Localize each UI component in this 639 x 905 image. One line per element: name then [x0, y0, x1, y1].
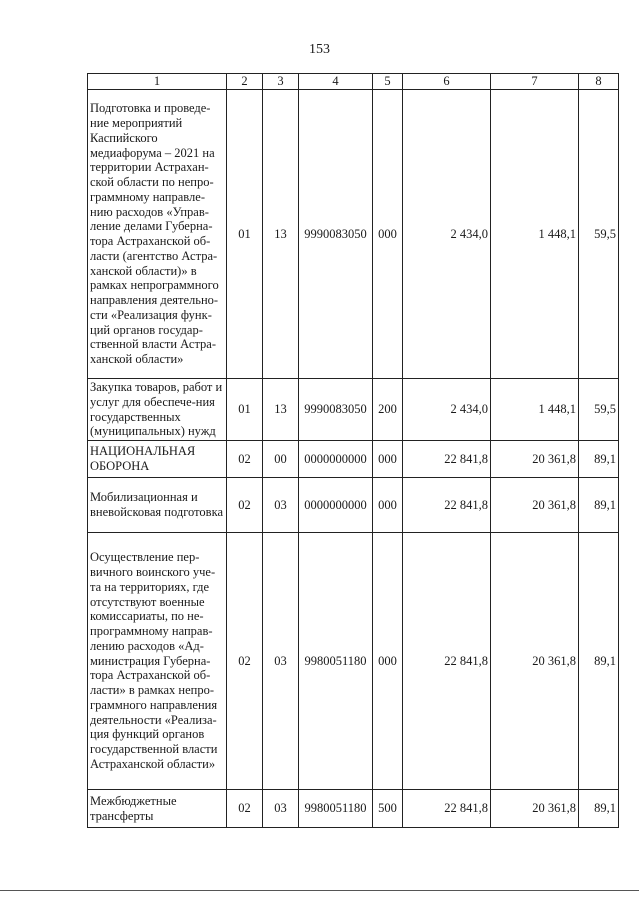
- section-code: 02: [227, 478, 263, 533]
- column-header: 1: [88, 74, 227, 90]
- execution-percent: 89,1: [579, 478, 619, 533]
- executed-amount: 20 361,8: [491, 441, 579, 478]
- table-row: [88, 90, 619, 379]
- target-article-code: 9990083050: [299, 379, 373, 441]
- section-code: 01: [227, 379, 263, 441]
- row-description: НАЦИОНАЛЬНАЯ ОБОРОНА: [88, 441, 227, 478]
- execution-percent: 89,1: [579, 533, 619, 790]
- expense-type-code: 200: [373, 379, 403, 441]
- row-description: Закупка товаров, работ и услуг для обеспече-ния государственных (муниципальных) нужд: [88, 379, 227, 441]
- subsection-code: 03: [263, 790, 299, 828]
- subsection-code: 03: [263, 533, 299, 790]
- execution-percent: 59,5: [579, 90, 619, 379]
- column-header: 3: [263, 74, 299, 90]
- table-row: [88, 379, 619, 441]
- subsection-code: 13: [263, 90, 299, 379]
- executed-amount: 1 448,1: [491, 379, 579, 441]
- column-header: 8: [579, 74, 619, 90]
- execution-percent: 89,1: [579, 790, 619, 828]
- planned-amount: 22 841,8: [403, 533, 491, 790]
- table-row: [88, 790, 619, 828]
- executed-amount: 20 361,8: [491, 533, 579, 790]
- section-code: 02: [227, 441, 263, 478]
- table-row: [88, 478, 619, 533]
- scan-bottom-edge-line: [0, 890, 639, 891]
- execution-percent: 89,1: [579, 441, 619, 478]
- column-header: 4: [299, 74, 373, 90]
- planned-amount: 22 841,8: [403, 441, 491, 478]
- expense-type-code: 000: [373, 90, 403, 379]
- expense-type-code: 000: [373, 441, 403, 478]
- target-article-code: 9990083050: [299, 90, 373, 379]
- planned-amount: 2 434,0: [403, 90, 491, 379]
- budget-table: [87, 73, 619, 828]
- target-article-code: 9980051180: [299, 533, 373, 790]
- section-code: 02: [227, 533, 263, 790]
- target-article-code: 0000000000: [299, 441, 373, 478]
- column-header: 2: [227, 74, 263, 90]
- column-header: 5: [373, 74, 403, 90]
- expense-type-code: 500: [373, 790, 403, 828]
- target-article-code: 9980051180: [299, 790, 373, 828]
- planned-amount: 22 841,8: [403, 790, 491, 828]
- page-number: 153: [309, 42, 330, 57]
- expense-type-code: 000: [373, 478, 403, 533]
- subsection-code: 13: [263, 379, 299, 441]
- column-header: 7: [491, 74, 579, 90]
- executed-amount: 1 448,1: [491, 90, 579, 379]
- table-row: [88, 533, 619, 790]
- planned-amount: 22 841,8: [403, 478, 491, 533]
- table-header-row: [88, 74, 619, 90]
- execution-percent: 59,5: [579, 379, 619, 441]
- subsection-code: 03: [263, 478, 299, 533]
- section-code: 02: [227, 790, 263, 828]
- subsection-code: 00: [263, 441, 299, 478]
- planned-amount: 2 434,0: [403, 379, 491, 441]
- row-description: Межбюджетные трансферты: [88, 790, 227, 828]
- row-description: Подготовка и проведе-ние мероприятий Каспийского медиафорума – 2021 на территории Астрахан-ской области по непро-граммному направле-нию расходов «Управ-ление делами Губерна-тора Астраханской об-ласти (агентство Астра-ханской области)» в рамках непрограммного направления деятельно-сти «Реализация функ-ций органов государ-ственной власти Астра-ханской области»: [88, 90, 227, 379]
- expense-type-code: 000: [373, 533, 403, 790]
- section-code: 01: [227, 90, 263, 379]
- executed-amount: 20 361,8: [491, 790, 579, 828]
- executed-amount: 20 361,8: [491, 478, 579, 533]
- column-header: 6: [403, 74, 491, 90]
- target-article-code: 0000000000: [299, 478, 373, 533]
- row-description: Мобилизационная и вневойсковая подготовка: [88, 478, 227, 533]
- table-row: [88, 441, 619, 478]
- row-description: Осуществление пер-вичного воинского уче-та на территориях, где отсутствуют военные комиссариаты, по не-программному направ-лению расходов «Ад-министрация Губерна-тора Астраханской об-ласти» в рамках непро-граммного направления деятельности «Реализа-ция функций органов государственной власти Астраханской области»: [88, 533, 227, 790]
